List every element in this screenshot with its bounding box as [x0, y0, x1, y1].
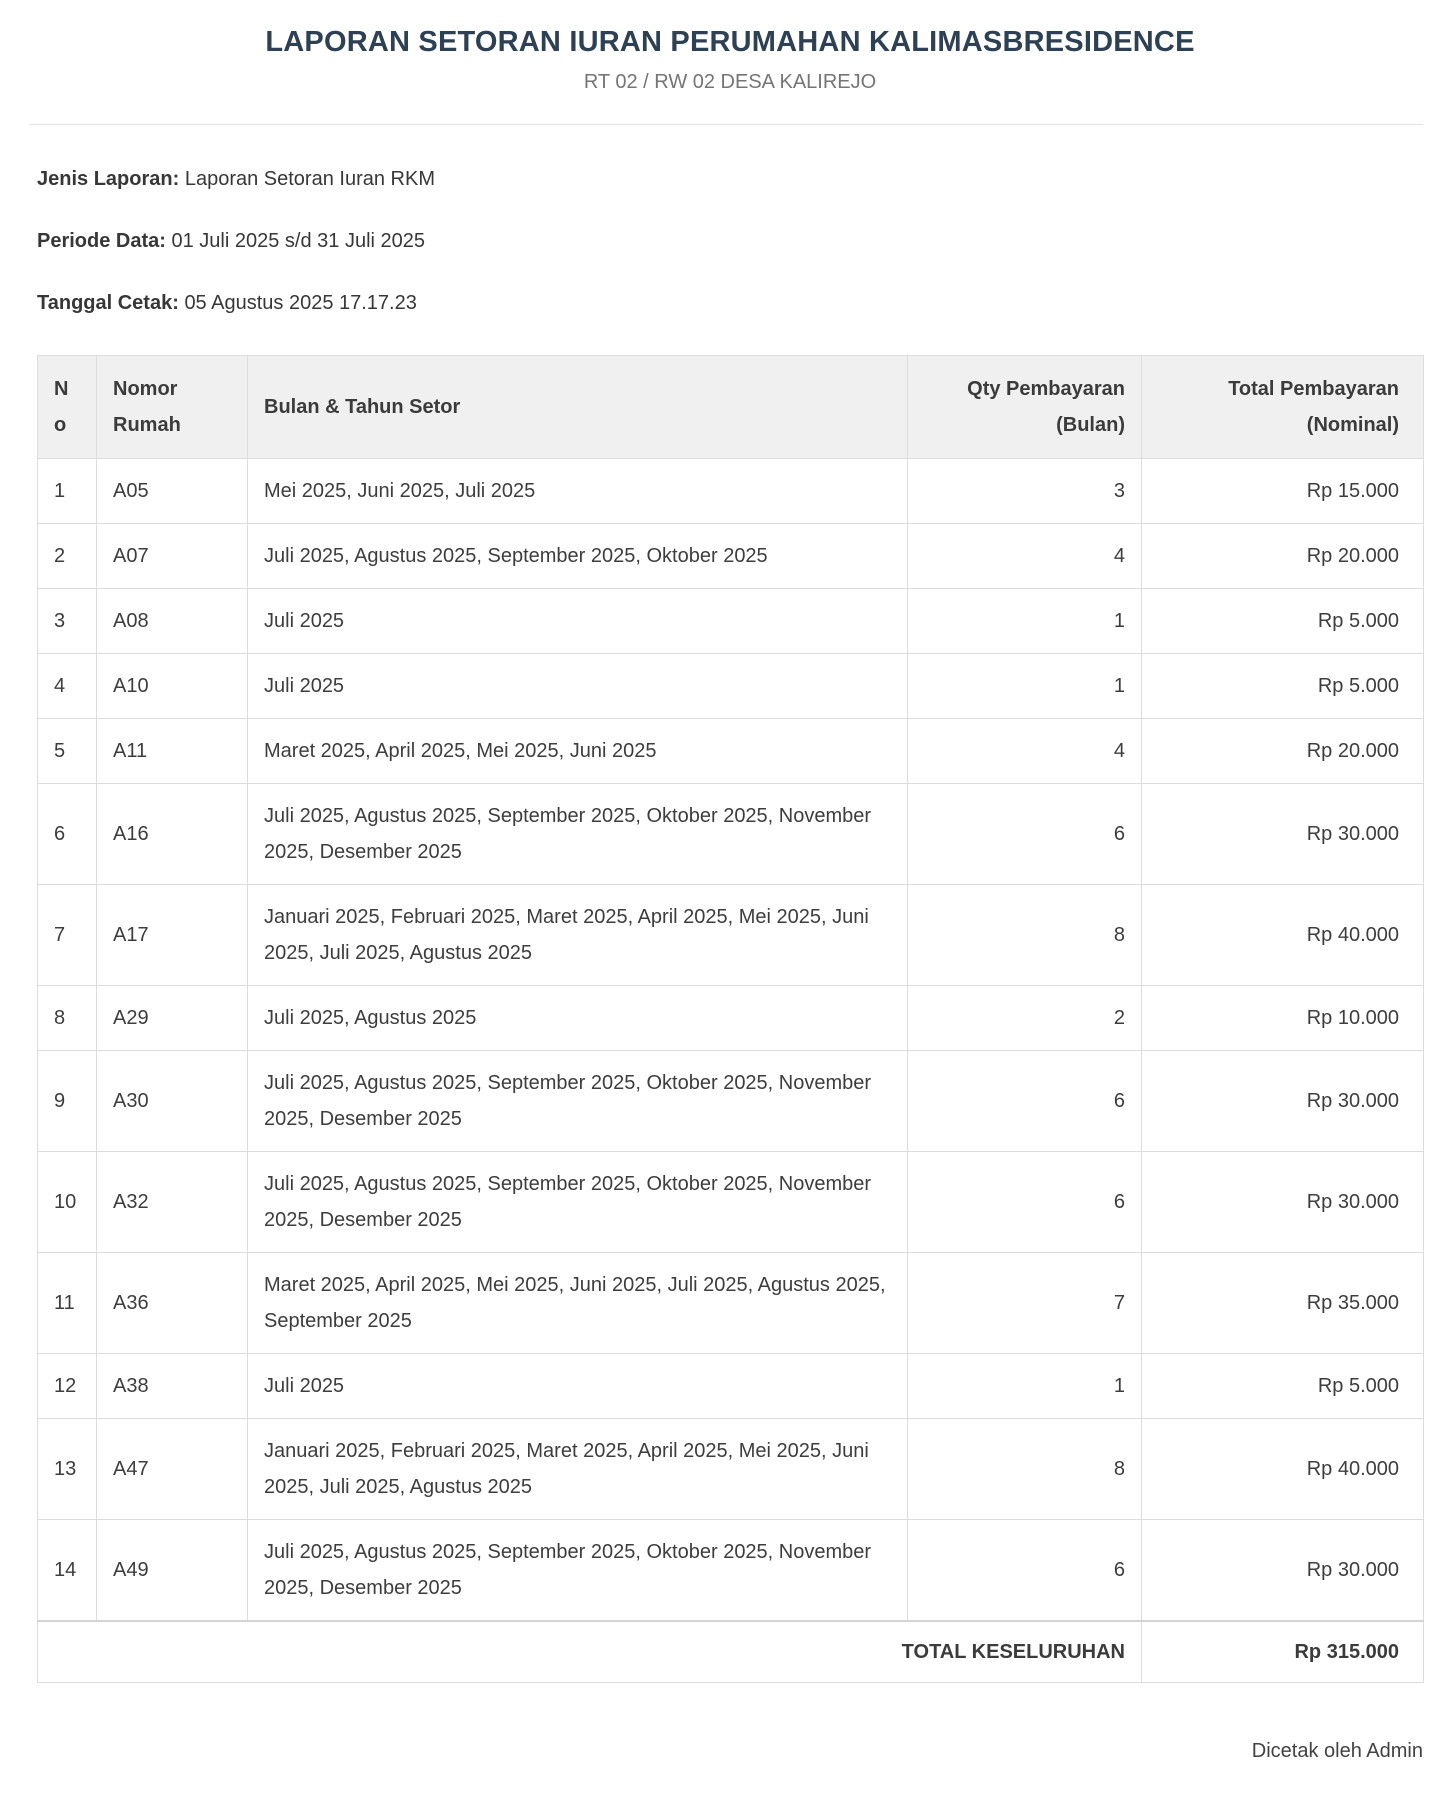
- cell-nomor-rumah: A38: [97, 1354, 248, 1419]
- cell-bulan-tahun-setor: Mei 2025, Juni 2025, Juli 2025: [248, 459, 908, 524]
- cell-no: 5: [38, 719, 97, 784]
- cell-qty-pembayaran: 1: [908, 1354, 1142, 1419]
- cell-total-pembayaran: Rp 15.000: [1142, 459, 1424, 524]
- cell-qty-pembayaran: 4: [908, 524, 1142, 589]
- cell-bulan-tahun-setor: Maret 2025, April 2025, Mei 2025, Juni 2025, Juli 2025, Agustus 2025, September 2025: [248, 1253, 908, 1354]
- cell-no: 10: [38, 1152, 97, 1253]
- meta-value: 01 Juli 2025 s/d 31 Juli 2025: [171, 230, 426, 253]
- table-footer: [38, 1621, 1424, 1683]
- cell-total-pembayaran: Rp 5.000: [1142, 1354, 1424, 1419]
- cell-total-pembayaran: Rp 10.000: [1142, 986, 1424, 1051]
- cell-no: 9: [38, 1051, 97, 1152]
- cell-bulan-tahun-setor: Maret 2025, April 2025, Mei 2025, Juni 2025: [248, 719, 908, 784]
- col-header-nomor-rumah: Nomor Rumah: [97, 356, 248, 459]
- cell-no: 14: [38, 1520, 97, 1622]
- cell-bulan-tahun-setor: Juli 2025, Agustus 2025, September 2025, Oktober 2025: [248, 524, 908, 589]
- total-value: Rp 315.000: [1142, 1621, 1424, 1683]
- cell-bulan-tahun-setor: Juli 2025, Agustus 2025, September 2025, Oktober 2025, November 2025, Desember 2025: [248, 1520, 908, 1622]
- cell-no: 1: [38, 459, 97, 524]
- cell-bulan-tahun-setor: Juli 2025: [248, 654, 908, 719]
- table-row: [38, 1520, 1424, 1622]
- cell-nomor-rumah: A36: [97, 1253, 248, 1354]
- cell-bulan-tahun-setor: Juli 2025, Agustus 2025, September 2025, Oktober 2025, November 2025, Desember 2025: [248, 1051, 908, 1152]
- cell-total-pembayaran: Rp 35.000: [1142, 1253, 1424, 1354]
- cell-nomor-rumah: A49: [97, 1520, 248, 1622]
- meta-label: Periode Data:: [37, 230, 166, 253]
- table-header: [38, 356, 1424, 459]
- header-divider: [30, 124, 1423, 125]
- cell-bulan-tahun-setor: Juli 2025, Agustus 2025: [248, 986, 908, 1051]
- col-header-no: No: [38, 356, 97, 459]
- table-row: [38, 459, 1424, 524]
- cell-total-pembayaran: Rp 20.000: [1142, 719, 1424, 784]
- printed-by-note: Dicetak oleh Admin: [1251, 1740, 1423, 1763]
- cell-no: 11: [38, 1253, 97, 1354]
- cell-nomor-rumah: A08: [97, 589, 248, 654]
- cell-no: 3: [38, 589, 97, 654]
- cell-qty-pembayaran: 1: [908, 654, 1142, 719]
- table-body: [38, 459, 1424, 1622]
- table-row: [38, 1354, 1424, 1419]
- cell-qty-pembayaran: 1: [908, 589, 1142, 654]
- cell-qty-pembayaran: 6: [908, 1051, 1142, 1152]
- meta-value: 05 Agustus 2025 17.17.23: [184, 292, 417, 315]
- cell-nomor-rumah: A10: [97, 654, 248, 719]
- cell-no: 13: [38, 1419, 97, 1520]
- cell-no: 12: [38, 1354, 97, 1419]
- meta-row-periode-data: [37, 231, 1423, 252]
- cell-nomor-rumah: A32: [97, 1152, 248, 1253]
- col-header-qty-pembayaran: Qty Pembayaran (Bulan): [908, 356, 1142, 459]
- meta-label: Tanggal Cetak:: [37, 292, 179, 315]
- table-row: [38, 1253, 1424, 1354]
- cell-no: 7: [38, 885, 97, 986]
- cell-qty-pembayaran: 8: [908, 885, 1142, 986]
- cell-qty-pembayaran: 4: [908, 719, 1142, 784]
- cell-total-pembayaran: Rp 40.000: [1142, 1419, 1424, 1520]
- table-row: [38, 1419, 1424, 1520]
- table-row: [38, 784, 1424, 885]
- cell-total-pembayaran: Rp 5.000: [1142, 654, 1424, 719]
- cell-qty-pembayaran: 6: [908, 1152, 1142, 1253]
- cell-nomor-rumah: A47: [97, 1419, 248, 1520]
- cell-no: 4: [38, 654, 97, 719]
- table-row: [38, 1152, 1424, 1253]
- cell-nomor-rumah: A17: [97, 885, 248, 986]
- table-row: [38, 524, 1424, 589]
- total-label: TOTAL KESELURUHAN: [38, 1621, 1142, 1683]
- cell-nomor-rumah: A16: [97, 784, 248, 885]
- cell-total-pembayaran: Rp 30.000: [1142, 1051, 1424, 1152]
- cell-total-pembayaran: Rp 30.000: [1142, 1520, 1424, 1622]
- report-title: LAPORAN SETORAN IURAN PERUMAHAN KALIMASBRESIDENCE: [265, 26, 1195, 58]
- meta-value: Laporan Setoran Iuran RKM: [184, 168, 435, 191]
- table-row: [38, 986, 1424, 1051]
- cell-nomor-rumah: A30: [97, 1051, 248, 1152]
- cell-bulan-tahun-setor: Juli 2025: [248, 1354, 908, 1419]
- cell-total-pembayaran: Rp 30.000: [1142, 1152, 1424, 1253]
- meta-row-tanggal-cetak: [37, 293, 1423, 314]
- meta-label: Jenis Laporan:: [37, 168, 180, 191]
- cell-qty-pembayaran: 2: [908, 986, 1142, 1051]
- cell-total-pembayaran: Rp 20.000: [1142, 524, 1424, 589]
- cell-nomor-rumah: A29: [97, 986, 248, 1051]
- cell-total-pembayaran: Rp 30.000: [1142, 784, 1424, 885]
- cell-bulan-tahun-setor: Januari 2025, Februari 2025, Maret 2025, April 2025, Mei 2025, Juni 2025, Juli 2025, Agustus 2025: [248, 1419, 908, 1520]
- table-row: [38, 1051, 1424, 1152]
- table-row: [38, 719, 1424, 784]
- report-meta: [37, 169, 1423, 314]
- cell-nomor-rumah: A05: [97, 459, 248, 524]
- cell-no: 8: [38, 986, 97, 1051]
- cell-qty-pembayaran: 8: [908, 1419, 1142, 1520]
- cell-qty-pembayaran: 3: [908, 459, 1142, 524]
- cell-no: 6: [38, 784, 97, 885]
- cell-bulan-tahun-setor: Januari 2025, Februari 2025, Maret 2025, April 2025, Mei 2025, Juni 2025, Juli 2025, Agustus 2025: [248, 885, 908, 986]
- report-subtitle: RT 02 / RW 02 DESA KALIREJO: [583, 71, 877, 94]
- cell-nomor-rumah: A11: [97, 719, 248, 784]
- cell-qty-pembayaran: 7: [908, 1253, 1142, 1354]
- table-row: [38, 589, 1424, 654]
- cell-bulan-tahun-setor: Juli 2025: [248, 589, 908, 654]
- cell-nomor-rumah: A07: [97, 524, 248, 589]
- col-header-total-pembayaran: Total Pembayaran (Nominal): [1142, 356, 1424, 459]
- cell-qty-pembayaran: 6: [908, 784, 1142, 885]
- cell-no: 2: [38, 524, 97, 589]
- cell-bulan-tahun-setor: Juli 2025, Agustus 2025, September 2025, Oktober 2025, November 2025, Desember 2025: [248, 1152, 908, 1253]
- table-row: [38, 654, 1424, 719]
- cell-total-pembayaran: Rp 5.000: [1142, 589, 1424, 654]
- total-row: [38, 1621, 1424, 1683]
- cell-qty-pembayaran: 6: [908, 1520, 1142, 1622]
- cell-total-pembayaran: Rp 40.000: [1142, 885, 1424, 986]
- col-header-bulan-tahun-setor: Bulan & Tahun Setor: [248, 356, 908, 459]
- table-row: [38, 885, 1424, 986]
- meta-row-jenis-laporan: [37, 169, 1423, 190]
- deposit-report-table: [37, 355, 1424, 1683]
- cell-bulan-tahun-setor: Juli 2025, Agustus 2025, September 2025, Oktober 2025, November 2025, Desember 2025: [248, 784, 908, 885]
- table-header-row: [38, 356, 1424, 459]
